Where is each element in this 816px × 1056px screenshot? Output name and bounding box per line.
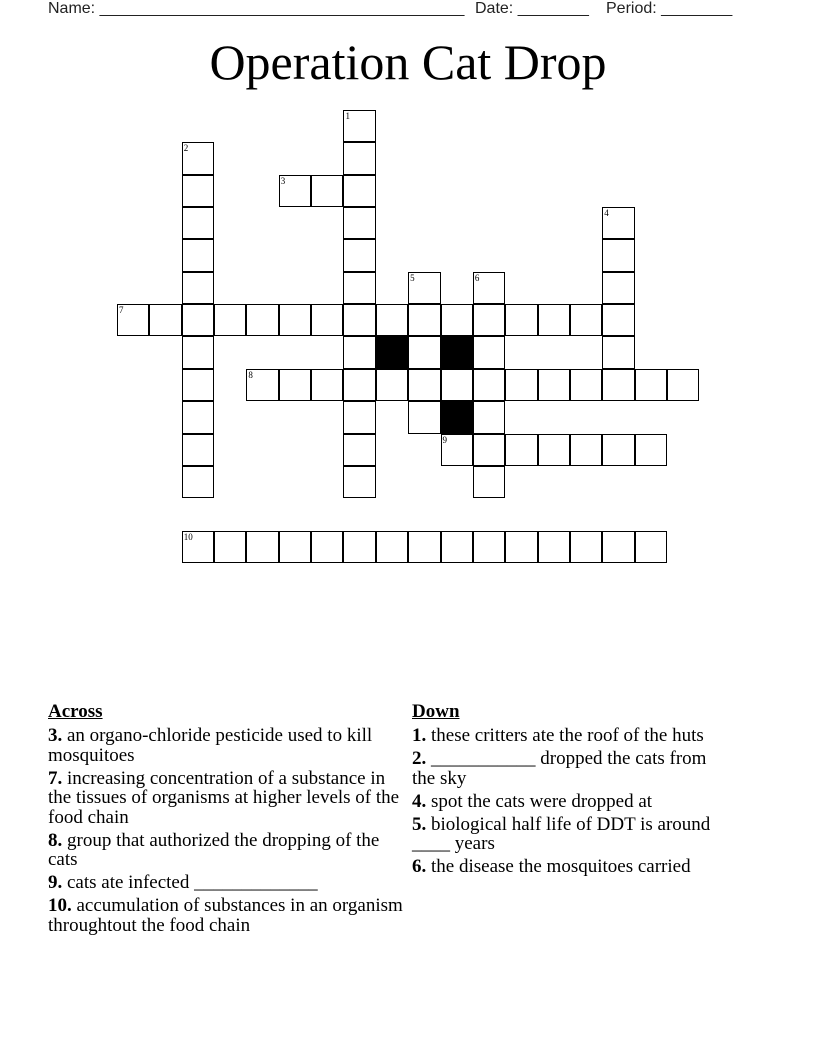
grid-cell[interactable] (538, 304, 570, 336)
grid-cell[interactable] (538, 369, 570, 401)
grid-cell[interactable] (311, 531, 343, 563)
clue-number-label: 4 (604, 208, 609, 219)
clue-number-label: 1 (345, 111, 350, 121)
grid-cell[interactable] (408, 401, 440, 433)
puzzle-title: Operation Cat Drop (209, 34, 607, 90)
clue-number: 8. (48, 829, 63, 851)
grid-cell[interactable] (408, 369, 440, 401)
across-clue (48, 896, 406, 935)
grid-cell[interactable] (538, 434, 570, 466)
clue-number: 6. (412, 856, 427, 877)
grid-cell[interactable] (473, 401, 505, 433)
grid-cell[interactable] (279, 369, 311, 401)
grid-cell[interactable] (182, 336, 214, 368)
grid-cell[interactable] (505, 304, 537, 336)
across-clue (48, 769, 406, 828)
name-field[interactable]: Name: _________________________________________ (48, 0, 465, 17)
clue-text: the disease the mosquitoes carried (431, 856, 691, 877)
grid-cell[interactable] (343, 239, 375, 271)
grid-cell[interactable] (376, 531, 408, 563)
clue-number-label: 7 (119, 305, 124, 316)
clue-text: spot the cats were dropped at (431, 790, 653, 812)
grid-cell[interactable] (667, 369, 699, 401)
clue-number-label: 2 (183, 143, 189, 154)
clue-number-label: 3 (280, 175, 286, 186)
clue-number-label: 8 (248, 369, 253, 380)
clue-number: 7. (48, 767, 63, 789)
clue-number: 1. (412, 725, 427, 746)
clue-text: increasing concentration of a substance in the tissues of organisms at higher levels of the food chain (48, 767, 400, 828)
grid-cell[interactable] (182, 207, 214, 239)
grid-cell[interactable] (602, 434, 634, 466)
grid-cell[interactable] (182, 401, 214, 433)
grid-cell[interactable] (343, 531, 375, 563)
clue-number-label: 10 (183, 531, 193, 542)
grid-cell[interactable] (538, 531, 570, 563)
clue-number: 5. (412, 813, 427, 835)
grid-cell[interactable] (279, 531, 311, 563)
grid-cell[interactable] (441, 369, 473, 401)
clue-text: accumulation of substances in an organism throughtout the food chain (48, 895, 403, 936)
grid-cell[interactable] (408, 531, 440, 563)
grid-cell[interactable] (505, 369, 537, 401)
grid-cell[interactable] (570, 434, 602, 466)
grid-cell[interactable] (311, 175, 343, 207)
clue-number: 9. (48, 872, 63, 893)
grid-cell[interactable] (343, 175, 375, 207)
grid-cell[interactable] (408, 304, 440, 336)
grid-cell[interactable] (343, 401, 375, 433)
grid-cell[interactable] (182, 304, 214, 336)
black-square (376, 336, 408, 368)
grid-cell[interactable] (214, 304, 246, 336)
grid-cell[interactable] (570, 304, 602, 336)
down-clue (412, 857, 732, 877)
clue-number: 3. (48, 725, 63, 746)
grid-cell[interactable] (246, 531, 278, 563)
down-clue (412, 749, 732, 788)
clue-number: 2. (412, 748, 427, 769)
grid-cell[interactable] (343, 336, 375, 368)
down-heading: Down (412, 701, 460, 722)
clue-text: ___________ dropped the cats from the sky (412, 748, 707, 789)
grid-cell[interactable] (343, 304, 375, 336)
down-clue (412, 815, 732, 854)
grid-cell[interactable] (149, 304, 181, 336)
date-field[interactable]: Date: ________ (475, 0, 589, 17)
down-clue (412, 726, 732, 746)
grid-cell[interactable] (182, 369, 214, 401)
grid-cell[interactable] (602, 531, 634, 563)
period-field[interactable]: Period: ________ (606, 0, 733, 17)
clue-text: an organo-chloride pesticide used to kill mosquitoes (48, 725, 373, 766)
grid-cell[interactable] (602, 336, 634, 368)
grid-cell[interactable] (473, 466, 505, 498)
grid-cell[interactable] (473, 531, 505, 563)
clue-text: these critters ate the roof of the huts (431, 725, 704, 746)
grid-cell[interactable] (635, 369, 667, 401)
grid-cell[interactable] (343, 466, 375, 498)
grid-cell[interactable] (182, 434, 214, 466)
clue-text: biological half life of DDT is around ____ years (412, 813, 711, 854)
grid-cell[interactable] (311, 304, 343, 336)
grid-cell[interactable] (214, 531, 246, 563)
across-clue (48, 831, 406, 870)
grid-cell[interactable] (182, 239, 214, 271)
grid-cell[interactable] (279, 304, 311, 336)
across-clues (48, 702, 406, 939)
grid-cell[interactable] (376, 304, 408, 336)
clue-text: group that authorized the dropping of the cats (48, 829, 380, 870)
black-square (441, 336, 473, 368)
grid-cell[interactable] (343, 272, 375, 304)
grid-cell[interactable] (182, 466, 214, 498)
grid-cell[interactable] (635, 434, 667, 466)
black-square (441, 401, 473, 433)
grid-cell[interactable] (602, 239, 634, 271)
grid-cell[interactable] (343, 207, 375, 239)
grid-cell[interactable] (635, 531, 667, 563)
grid-cell[interactable] (343, 434, 375, 466)
grid-cell[interactable] (505, 434, 537, 466)
grid-cell[interactable] (343, 142, 375, 174)
clue-number-label: 5 (410, 272, 415, 283)
grid-cell[interactable] (473, 369, 505, 401)
across-clue (48, 873, 406, 893)
grid-cell[interactable] (473, 336, 505, 368)
grid-cell[interactable] (473, 434, 505, 466)
clue-text: cats ate infected _____________ (67, 872, 318, 893)
grid-cell[interactable] (602, 272, 634, 304)
down-clues (412, 702, 732, 880)
grid-cell[interactable] (246, 304, 278, 336)
clue-number: 4. (412, 790, 427, 812)
grid-cell[interactable] (473, 304, 505, 336)
grid-cell[interactable] (570, 369, 602, 401)
grid-cell[interactable] (311, 369, 343, 401)
clue-number-label: 6 (474, 272, 480, 283)
grid-cell[interactable] (602, 369, 634, 401)
grid-cell[interactable] (376, 369, 408, 401)
grid-cell[interactable] (602, 304, 634, 336)
down-clue (412, 792, 732, 812)
across-heading: Across (48, 701, 103, 722)
clue-number: 10. (48, 895, 72, 916)
grid-cell[interactable] (182, 272, 214, 304)
grid-cell[interactable] (570, 531, 602, 563)
grid-cell[interactable] (505, 531, 537, 563)
clue-number-label: 9 (442, 434, 447, 445)
grid-cell[interactable] (343, 369, 375, 401)
grid-cell[interactable] (182, 175, 214, 207)
across-clue (48, 726, 406, 765)
grid-cell[interactable] (441, 531, 473, 563)
grid-cell[interactable] (441, 304, 473, 336)
grid-cell[interactable] (408, 336, 440, 368)
